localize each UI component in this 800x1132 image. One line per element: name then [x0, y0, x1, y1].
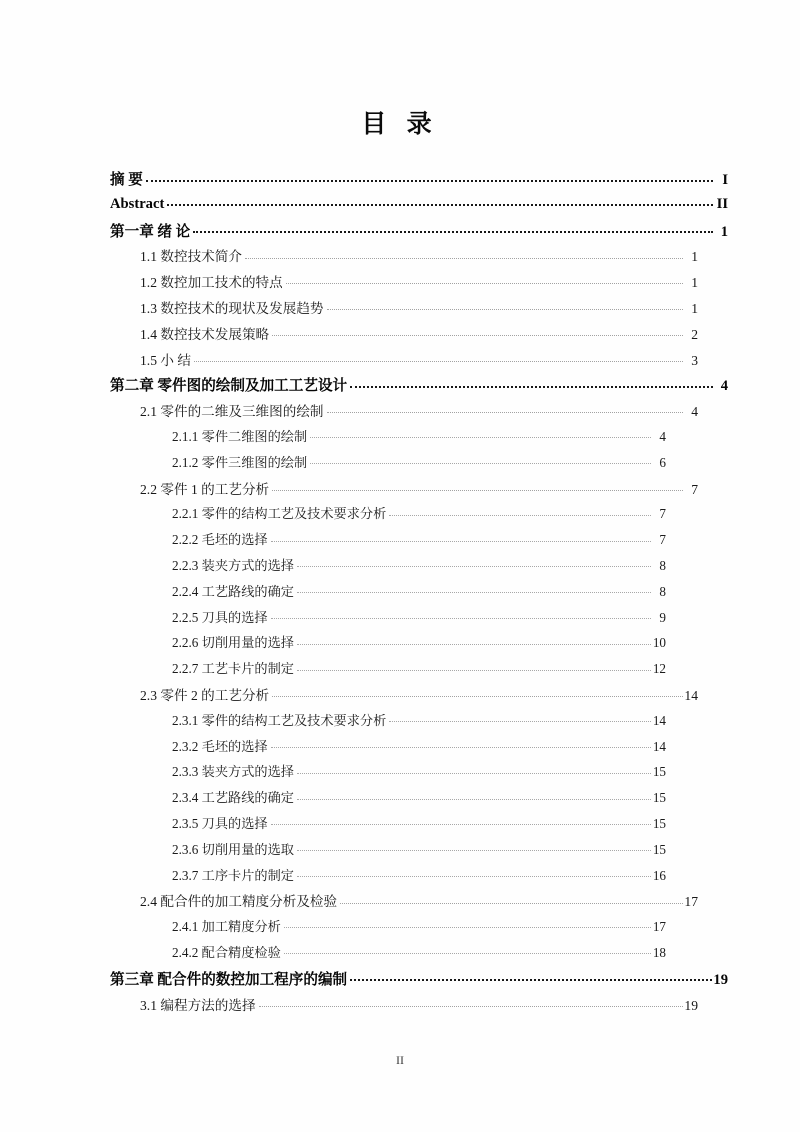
toc-entry[interactable] [140, 297, 728, 323]
toc-entry-page-number: 4 [659, 428, 666, 444]
toc-entry-label: 1.4 数控技术发展策略 [140, 326, 270, 342]
toc-dot-leader [297, 841, 651, 854]
toc-dot-leader [272, 686, 683, 700]
toc-entry-label: 1.1 数控技术简介 [140, 249, 242, 265]
toc-dot-leader [284, 944, 651, 957]
toc-dot-leader [389, 505, 651, 518]
toc-dot-leader [272, 325, 683, 339]
toc-entry-page-number: 1 [691, 249, 698, 265]
toc-entry-page-number: 17 [652, 919, 666, 935]
toc-entry-label: 2.3.7 工序卡片的制定 [172, 867, 294, 883]
toc-dot-leader [167, 194, 713, 209]
toc-entry-page-number: 15 [652, 764, 666, 780]
toc-entry-label: 2.2 零件 1 的工艺分析 [140, 481, 270, 497]
toc-entry[interactable] [110, 194, 728, 220]
toc-entry[interactable] [172, 813, 728, 839]
toc-entry-page-number: 15 [652, 790, 666, 806]
toc-entry-page-number: 8 [659, 583, 666, 599]
toc-entry[interactable] [172, 607, 728, 633]
toc-entry-page-number: 1 [720, 223, 728, 240]
toc-dot-leader [327, 299, 683, 313]
toc-entry-page-number: 6 [659, 454, 666, 470]
toc-entry-label: 2.1.2 零件三维图的绘制 [172, 454, 308, 470]
toc-entry-label: 第三章 配合件的数控加工程序的编制 [110, 971, 348, 988]
toc-dot-leader [340, 893, 683, 907]
toc-entry[interactable] [140, 271, 728, 297]
toc-entry-page-number: 1 [691, 275, 698, 291]
toc-entry[interactable] [172, 865, 728, 891]
toc-entry-page-number: 15 [652, 841, 666, 857]
toc-dot-leader [327, 403, 683, 417]
toc-entry-label: 2.1.1 零件二维图的绘制 [172, 428, 308, 444]
toc-entry-label: 2.2.3 装夹方式的选择 [172, 557, 294, 573]
toc-dot-leader [310, 454, 651, 467]
toc-entry-label: 2.4.1 加工精度分析 [172, 919, 281, 935]
toc-entry[interactable] [140, 994, 728, 1020]
toc-entry-page-number: II [716, 196, 728, 213]
toc-dot-leader [284, 918, 651, 931]
toc-entry-label: 2.3.5 刀具的选择 [172, 815, 268, 831]
toc-entry-page-number: 3 [691, 352, 698, 368]
toc-entry[interactable] [140, 890, 728, 916]
toc-entry-label: 2.2.5 刀具的选择 [172, 609, 268, 625]
toc-entry-label: 2.2.4 工艺路线的确定 [172, 583, 294, 599]
toc-entry-page-number: 14 [684, 687, 698, 703]
toc-entry-page-number: 18 [652, 944, 666, 960]
toc-dot-leader [297, 866, 651, 879]
toc-entry-label: 1.3 数控技术的现状及发展趋势 [140, 300, 324, 316]
toc-entry-page-number: 14 [652, 712, 666, 728]
toc-entry-page-number: 9 [659, 609, 666, 625]
toc-entry-page-number: 2 [691, 326, 698, 342]
toc-dot-leader [297, 763, 651, 776]
toc-entry[interactable] [110, 374, 728, 400]
toc-entry[interactable] [172, 426, 728, 452]
toc-entry-label: 2.4 配合件的加工精度分析及检验 [140, 894, 338, 910]
toc-entry[interactable] [172, 787, 728, 813]
toc-entry-label: 2.3.6 切削用量的选取 [172, 841, 294, 857]
toc-entry-page-number: 1 [691, 300, 698, 316]
toc-entry-page-number: 4 [720, 378, 728, 395]
page-title: 目 录 [361, 111, 439, 138]
toc-entry-label: 2.3.2 毛坯的选择 [172, 738, 268, 754]
toc-dot-leader [350, 376, 713, 391]
toc-dot-leader [297, 634, 651, 647]
toc-entry[interactable] [140, 323, 728, 349]
toc-entry-label: 2.2.7 工艺卡片的制定 [172, 661, 294, 677]
toc-entry-label: Abstract [110, 196, 165, 213]
toc-entry[interactable] [140, 349, 728, 375]
toc-entry[interactable] [172, 942, 728, 968]
toc-entry-page-number: 4 [691, 404, 698, 420]
toc-entry[interactable] [110, 968, 728, 994]
toc-entry-label: 2.1 零件的二维及三维图的绘制 [140, 404, 324, 420]
toc-dot-leader [271, 608, 651, 621]
toc-entry-page-number: 19 [713, 971, 728, 988]
toc-dot-leader [245, 248, 683, 262]
toc-entry[interactable] [110, 168, 728, 194]
toc-dot-leader [350, 969, 712, 984]
toc-entry-label: 3.1 编程方法的选择 [140, 997, 256, 1013]
toc-entry-label: 2.3.1 零件的结构工艺及技术要求分析 [172, 712, 387, 728]
toc-entry-page-number: 17 [684, 894, 698, 910]
toc-dot-leader [286, 274, 683, 288]
toc-entry-label: 2.3 零件 2 的工艺分析 [140, 687, 270, 703]
toc-dot-leader [297, 583, 651, 596]
toc-entry-label: 2.3.4 工艺路线的确定 [172, 790, 294, 806]
toc-entry-page-number: 12 [652, 661, 666, 677]
toc-entry[interactable] [172, 529, 728, 555]
toc-entry-page-number: 15 [652, 815, 666, 831]
toc-dot-leader [271, 815, 651, 828]
toc-entry-page-number: 19 [684, 997, 698, 1013]
toc-dot-leader [297, 660, 651, 673]
toc-entry-page-number: 10 [652, 635, 666, 651]
toc-entry-page-number: 14 [652, 738, 666, 754]
toc-dot-leader [297, 789, 651, 802]
toc-entry[interactable] [172, 555, 728, 581]
toc-entry-page-number: 8 [659, 557, 666, 573]
toc-entry-label: 2.4.2 配合精度检验 [172, 944, 281, 960]
toc-entry-page-number: 7 [691, 481, 698, 497]
toc-entry-label: 1.5 小 结 [140, 352, 191, 368]
toc-entry[interactable] [140, 684, 728, 710]
toc-entry[interactable] [172, 581, 728, 607]
toc-dot-leader [271, 531, 651, 544]
toc-dot-leader [310, 428, 651, 441]
toc-entry-page-number: I [722, 172, 728, 188]
toc-dot-leader [297, 557, 651, 570]
toc-entry-page-number: 16 [652, 867, 666, 883]
toc-entry-page-number: 7 [659, 532, 666, 548]
toc-entry-label: 2.2.1 零件的结构工艺及技术要求分析 [172, 506, 387, 522]
footer-page-number: II [396, 1053, 404, 1067]
toc-entry[interactable] [140, 245, 728, 271]
toc-entry-label: 2.2.6 切削用量的选择 [172, 635, 294, 651]
toc-entry-label: 2.3.3 装夹方式的选择 [172, 764, 294, 780]
toc-entry[interactable] [172, 916, 728, 942]
toc-entry[interactable] [172, 761, 728, 787]
toc-dot-leader [259, 996, 683, 1010]
toc-entry[interactable] [172, 710, 728, 736]
toc-entry-label: 第一章 绪 论 [110, 223, 191, 240]
toc-entry[interactable] [172, 736, 728, 762]
toc-dot-leader [194, 351, 683, 365]
toc-entry-label: 2.2.2 毛坯的选择 [172, 532, 268, 548]
toc-entry[interactable] [172, 503, 728, 529]
toc-dot-leader [271, 737, 651, 750]
toc-entry[interactable] [172, 839, 728, 865]
toc-entry-label: 第二章 零件图的绘制及加工工艺设计 [110, 378, 348, 395]
toc-entry[interactable] [140, 478, 728, 504]
toc-entry-label: 1.2 数控加工技术的特点 [140, 275, 283, 291]
toc-dot-leader [272, 480, 683, 494]
toc-entry[interactable] [172, 658, 728, 684]
toc-entry-page-number: 7 [659, 506, 666, 522]
toc-entry[interactable] [140, 400, 728, 426]
toc-dot-leader [146, 169, 713, 184]
toc-entry-label: 摘 要 [110, 172, 143, 188]
toc-entry[interactable] [172, 452, 728, 478]
toc-dot-leader [193, 221, 713, 236]
table-of-contents [110, 168, 728, 1019]
toc-entry[interactable] [110, 220, 728, 246]
toc-entry[interactable] [172, 632, 728, 658]
toc-dot-leader [389, 712, 651, 725]
